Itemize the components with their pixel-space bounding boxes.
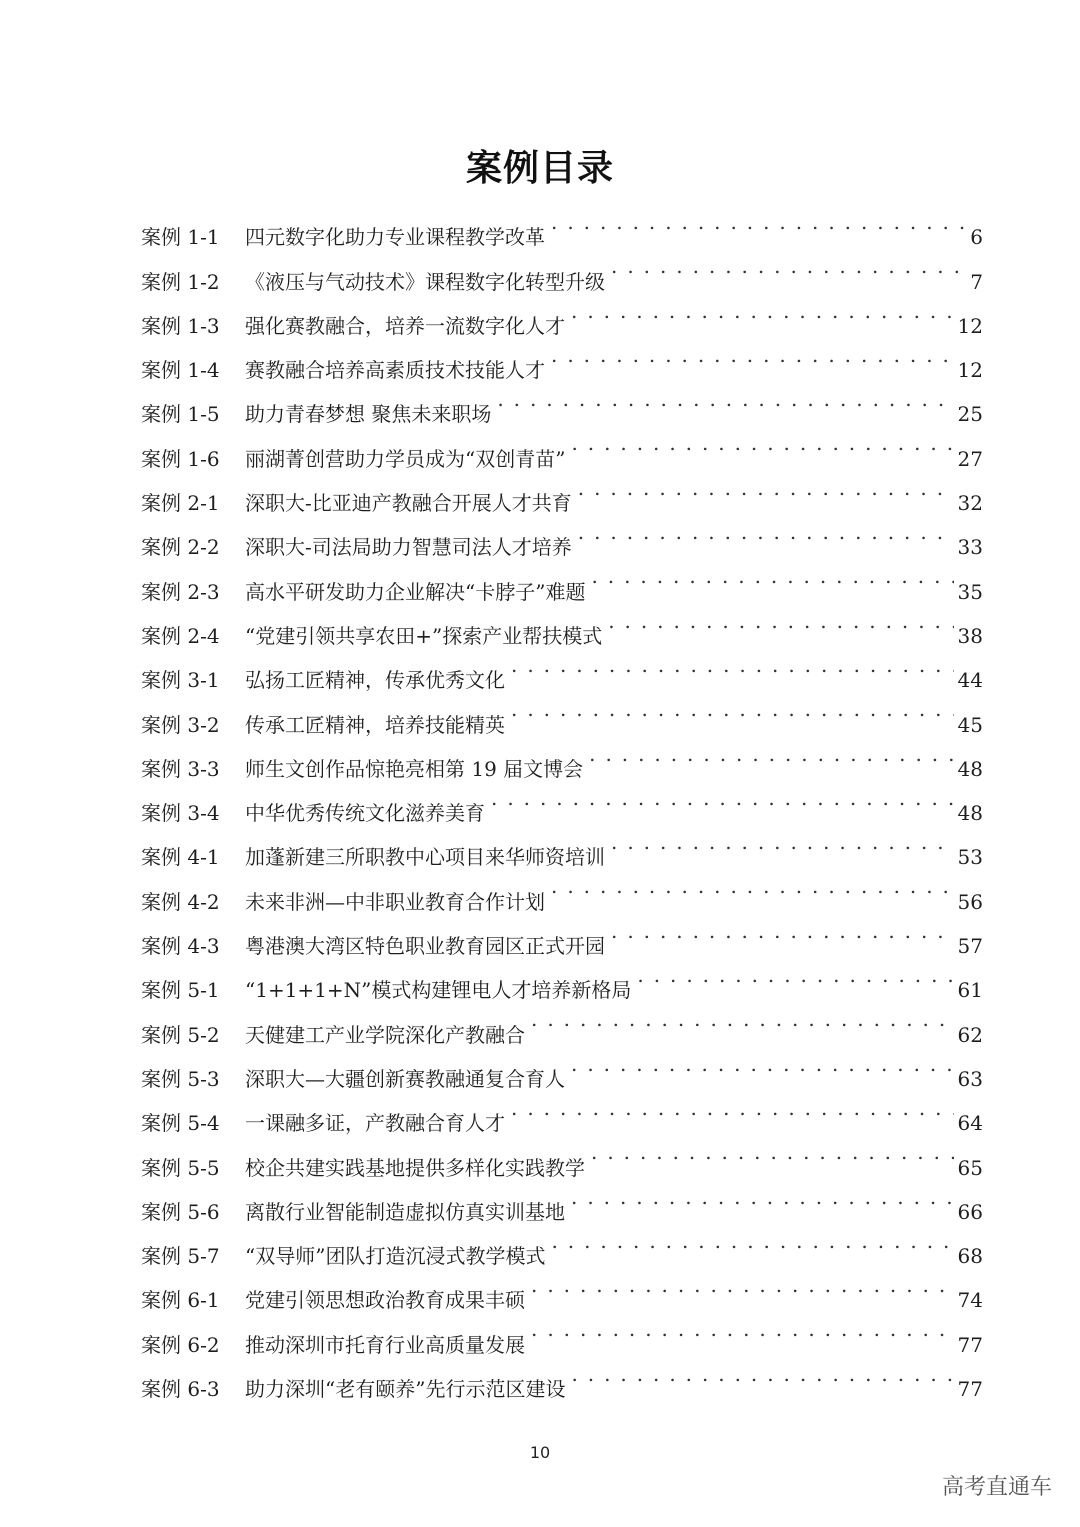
toc-entry-case-id: 案例 4-1 xyxy=(141,845,220,870)
toc-entry-title: 丽湖菁创营助力学员成为“双创青苗” xyxy=(245,446,566,471)
toc-entry-page-number: 65 xyxy=(957,1155,983,1180)
toc-entry-title: 赛教融合培养高素质技术技能人才 xyxy=(245,358,545,383)
toc-entry-title: 助力青春梦想 聚焦未来职场 xyxy=(245,402,492,427)
toc-entry-title: 校企共建实践基地提供多样化实践教学 xyxy=(245,1155,585,1180)
toc-entry-dot-leader xyxy=(531,1307,954,1351)
toc-entry-dot-leader xyxy=(497,377,953,421)
toc-entry-title: 离散行业智能制造虚拟仿真实训基地 xyxy=(245,1199,565,1224)
toc-entry-case-id: 案例 5-5 xyxy=(141,1155,220,1180)
toc-entry-case-id: 案例 6-1 xyxy=(141,1288,220,1313)
page-number: 10 xyxy=(529,1443,551,1462)
toc-entry-page-number: 25 xyxy=(957,402,983,427)
toc-entry-title: 未来非洲—中非职业教育合作计划 xyxy=(245,889,545,914)
toc-entry-page-number: 68 xyxy=(957,1244,983,1269)
toc-entry-title: 中华优秀传统文化滋养美育 xyxy=(245,801,485,826)
toc-entry-dot-leader xyxy=(511,643,954,687)
toc-entry-title: 强化赛教融合，培养一流数字化人才 xyxy=(245,313,565,338)
toc-entry-case-id: 案例 5-1 xyxy=(141,978,220,1003)
toc-entry xyxy=(141,200,983,250)
toc-entry-case-id: 案例 6-3 xyxy=(141,1377,220,1402)
toc-entry-dot-leader xyxy=(491,776,954,820)
toc-entry-dot-leader xyxy=(589,732,953,776)
toc-entry-dot-leader xyxy=(551,864,954,908)
toc-entry-page-number: 12 xyxy=(957,358,983,383)
toc-entry-dot-leader xyxy=(511,1086,954,1130)
toc-entry-title: 推动深圳市托育行业高质量发展 xyxy=(245,1332,525,1357)
toc-entry-page-number: 48 xyxy=(957,801,983,826)
toc-entry-case-id: 案例 5-4 xyxy=(141,1111,220,1136)
toc-entry-page-number: 77 xyxy=(957,1332,983,1357)
toc-entry-dot-leader xyxy=(571,421,953,465)
toc-entry-dot-leader xyxy=(611,820,954,864)
toc-entry-dot-leader xyxy=(511,687,954,731)
toc-entry-case-id: 案例 1-4 xyxy=(141,358,220,383)
toc-entry-dot-leader xyxy=(571,1175,954,1219)
toc-entry-page-number: 66 xyxy=(957,1199,983,1224)
table-of-contents xyxy=(141,200,983,1402)
toc-entry-title: 一课融多证，产教融合育人才 xyxy=(245,1111,505,1136)
toc-entry-page-number: 6 xyxy=(970,225,983,250)
toc-entry-dot-leader xyxy=(571,1042,954,1086)
toc-entry-page-number: 48 xyxy=(957,756,983,781)
toc-entry-dot-leader xyxy=(551,333,954,377)
toc-entry-title: 天健建工产业学院深化产教融合 xyxy=(245,1022,525,1047)
toc-entry-title: “双导师”团队打造沉浸式教学模式 xyxy=(245,1244,546,1269)
toc-entry-title: 《液压与气动技术》课程数字化转型升级 xyxy=(245,269,605,294)
toc-entry-dot-leader xyxy=(611,909,954,953)
toc-entry-title: 高水平研发助力企业解决“卡脖子”难题 xyxy=(245,579,586,604)
toc-entry-title: 助力深圳“老有颐养”先行示范区建设 xyxy=(245,1377,566,1402)
toc-entry-title: 弘扬工匠精神，传承优秀文化 xyxy=(245,668,505,693)
toc-entry-page-number: 64 xyxy=(957,1111,983,1136)
toc-entry-case-id: 案例 4-2 xyxy=(141,889,220,914)
toc-entry-case-id: 案例 3-4 xyxy=(141,801,220,826)
toc-entry-case-id: 案例 5-3 xyxy=(141,1066,220,1091)
toc-entry-case-id: 案例 3-3 xyxy=(141,756,220,781)
toc-entry-page-number: 77 xyxy=(957,1377,983,1402)
toc-entry-page-number: 32 xyxy=(957,491,983,516)
toc-entry-page-number: 57 xyxy=(957,934,983,959)
toc-entry-title: 党建引领思想政治教育成果丰硕 xyxy=(245,1288,525,1313)
page-title: 案例目录 xyxy=(465,148,614,189)
toc-entry-dot-leader xyxy=(571,1352,953,1396)
toc-entry-case-id: 案例 2-4 xyxy=(141,623,220,648)
toc-entry-page-number: 27 xyxy=(957,446,983,471)
toc-entry-page-number: 12 xyxy=(957,313,983,338)
toc-entry-dot-leader xyxy=(591,554,953,598)
toc-entry-page-number: 7 xyxy=(970,269,983,294)
toc-entry-case-id: 案例 5-2 xyxy=(141,1022,220,1047)
toc-entry-dot-leader xyxy=(608,599,953,643)
toc-entry-case-id: 案例 1-3 xyxy=(141,313,220,338)
toc-entry-dot-leader xyxy=(578,510,954,554)
toc-entry-case-id: 案例 3-2 xyxy=(141,712,220,737)
toc-entry-title: 师生文创作品惊艳亮相第 19 届文博会 xyxy=(245,756,584,781)
toc-entry-case-id: 案例 2-1 xyxy=(141,491,220,516)
toc-entry-title: 粤港澳大湾区特色职业教育园区正式开园 xyxy=(245,934,605,959)
toc-entry-page-number: 53 xyxy=(957,845,983,870)
toc-entry-case-id: 案例 2-3 xyxy=(141,579,220,604)
toc-entry-title: 深职大—大疆创新赛教融通复合育人 xyxy=(245,1066,565,1091)
toc-entry-title: “1+1+1+N”模式构建锂电人才培养新格局 xyxy=(245,978,632,1003)
toc-entry-page-number: 35 xyxy=(957,579,983,604)
toc-entry-dot-leader xyxy=(611,244,966,288)
toc-entry-page-number: 33 xyxy=(957,535,983,560)
toc-entry-case-id: 案例 5-6 xyxy=(141,1199,220,1224)
toc-entry-case-id: 案例 1-2 xyxy=(141,269,220,294)
toc-entry-case-id: 案例 6-2 xyxy=(141,1332,220,1357)
toc-entry-title: 深职大-司法局助力智慧司法人才培养 xyxy=(245,535,572,560)
toc-entry-dot-leader xyxy=(551,1219,953,1263)
toc-entry-title: 传承工匠精神，培养技能精英 xyxy=(245,712,505,737)
toc-entry-dot-leader xyxy=(571,289,954,333)
toc-entry-title: 加蓬新建三所职教中心项目来华师资培训 xyxy=(245,845,605,870)
toc-entry-dot-leader xyxy=(531,997,954,1041)
toc-entry-case-id: 案例 2-2 xyxy=(141,535,220,560)
toc-entry-case-id: 案例 3-1 xyxy=(141,668,220,693)
toc-entry-title: 四元数字化助力专业课程教学改革 xyxy=(245,225,545,250)
toc-entry-page-number: 63 xyxy=(957,1066,983,1091)
watermark: 高考直通车 xyxy=(941,1475,1052,1500)
toc-entry-case-id: 案例 1-5 xyxy=(141,402,220,427)
toc-entry-page-number: 61 xyxy=(957,978,983,1003)
toc-entry-dot-leader xyxy=(551,200,966,244)
toc-entry-page-number: 74 xyxy=(957,1288,983,1313)
toc-entry-page-number: 44 xyxy=(957,668,983,693)
toc-entry-page-number: 45 xyxy=(957,712,983,737)
toc-entry-title: 深职大-比亚迪产教融合开展人才共育 xyxy=(245,491,572,516)
toc-entry-page-number: 56 xyxy=(957,889,983,914)
toc-entry-page-number: 62 xyxy=(957,1022,983,1047)
toc-entry-dot-leader xyxy=(637,953,953,997)
toc-entry-case-id: 案例 5-7 xyxy=(141,1244,220,1269)
toc-entry-case-id: 案例 4-3 xyxy=(141,934,220,959)
toc-entry-dot-leader xyxy=(531,1263,954,1307)
toc-entry-dot-leader xyxy=(578,466,954,510)
toc-entry-title: “党建引领共享农田+”探索产业帮扶模式 xyxy=(245,623,603,648)
toc-entry-page-number: 38 xyxy=(957,623,983,648)
toc-entry-case-id: 案例 1-6 xyxy=(141,446,220,471)
toc-entry-dot-leader xyxy=(591,1130,954,1174)
toc-entry-case-id: 案例 1-1 xyxy=(141,225,220,250)
